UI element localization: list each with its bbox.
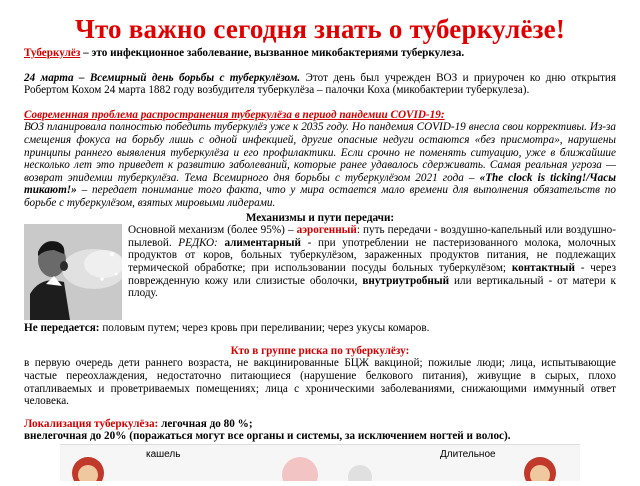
- risk-heading: Кто в группе риска по туберкулёзу:: [230, 344, 410, 357]
- localization-extra: внелегочная до 20% (поражаться могут все органы и системы, за исключением ногтей и волос).: [24, 430, 511, 443]
- page-title: Что важно сегодня знать о туберкулёзе!: [74, 14, 566, 44]
- world-day-paragraph: [24, 72, 616, 97]
- transmission-heading: Механизмы и пути передачи:: [245, 211, 395, 224]
- world-day-heading: 24 марта – Всемирный день борьбы с туберкулёзом.: [24, 71, 301, 84]
- sign-label-long: Длительное: [440, 449, 496, 460]
- aerogenic-term: аэрогенный: [296, 224, 357, 237]
- localization-pulmonary: легочная до 80 %;: [158, 417, 253, 430]
- contact-term: контактный: [511, 261, 575, 274]
- definition-text: – это инфекционное заболевание, вызванное микобактериями туберкулеза.: [80, 47, 465, 59]
- world-day-text: Этот день был учрежден ВОЗ и приурочен ко дню открытия Робертом Кохом 24 марта 1882 году возбудителя туберкулёза – палочки Коха (микобактерии туберкулеза).: [24, 71, 616, 97]
- transmission-block: [24, 224, 616, 320]
- pandemic-paragraph: [24, 121, 616, 209]
- localization-label: Локализация туберкулёза:: [24, 417, 159, 430]
- pandemic-text-before: ВОЗ планировала полностью победить туберкулёз уже к 2035 году. Но пандемия COVID-19 внесла свои коррективы. Из-за смещения фокуса на борьбу лишь с одной инфекцией, другие опасные недуги остаются «без присмотра», нарушены принципы раннего выявления туберкулёза и его профилактики. Если срочно не поменять ситуацию, уже в ближайшие несколько лет это приведет к развитию заболеваний, которые ранее удавалось сдерживать. Самая реальная угроза — возврат эпидемии туберкулёза. Тема Всемирного дня борьбы с туберкулёзом 2021 года –: [24, 121, 616, 184]
- localization-line: [24, 418, 616, 431]
- pandemic-theme: «The clock is ticking!/Часы тикают!»: [24, 171, 616, 197]
- rarely-label: РЕДКО:: [178, 236, 218, 249]
- definition-term: Туберкулёз: [24, 47, 81, 59]
- not-transmitted-label: Не передается:: [24, 322, 100, 335]
- not-transmitted-text: половым путем; через кровь при переливании; через укусы комаров.: [99, 322, 430, 335]
- document-page: [24, 14, 616, 463]
- coughing-man-illustration: [24, 224, 122, 320]
- transmission-paragraph: Основной механизм (более 95%) – аэрогенный: путь передачи - воздушно-капельный или воздушно-пылевой. РЕДКО: алиментарный - при употреблении не пастеризованного молока, молочных продуктов от коров, больных туберкулёзом, зараженных продуктов питания, не подлежащих термической обработке; при использовании посуды больных туберкулёзом; контактный - через поврежденную кожу или слизистые оболочки, внутриутробный или вертикальный - от матери к плоду.: [128, 224, 617, 300]
- pandemic-heading: Современная проблема распространения туберкулёза в период пандемии COVID-19:: [24, 108, 445, 121]
- signs-illustrations: [60, 445, 580, 481]
- coughing-man-photo: [24, 224, 122, 320]
- sign-circle-icon: [282, 457, 318, 481]
- alimentary-term: алиментарный: [224, 236, 301, 249]
- pandemic-text-after: – передает понимание того факта, что у мира остается мало времени для выполнения обязательств по борьбе с туберкулёзом, взятых мировыми лидерами.: [24, 184, 616, 209]
- not-transmitted-paragraph: [24, 322, 616, 335]
- intrauterine-term: внутриутробный: [362, 274, 450, 287]
- sign-label-cough: кашель: [146, 449, 181, 460]
- signs-illustration-row: [60, 444, 580, 481]
- definition-paragraph: [24, 47, 616, 60]
- risk-paragraph: в первую очередь дети раннего возраста, не вакцинированные БЦЖ вакциной; пожилые люди; лица, испытывающие частые переохлаждения, недостаточно питающиеся (нарушение белкового питания), живущие в сырых, плохо отапливаемых и проветриваемых помещениях; лица с хроническими заболеваниями, снижающими иммунный ответ человека.: [24, 357, 616, 408]
